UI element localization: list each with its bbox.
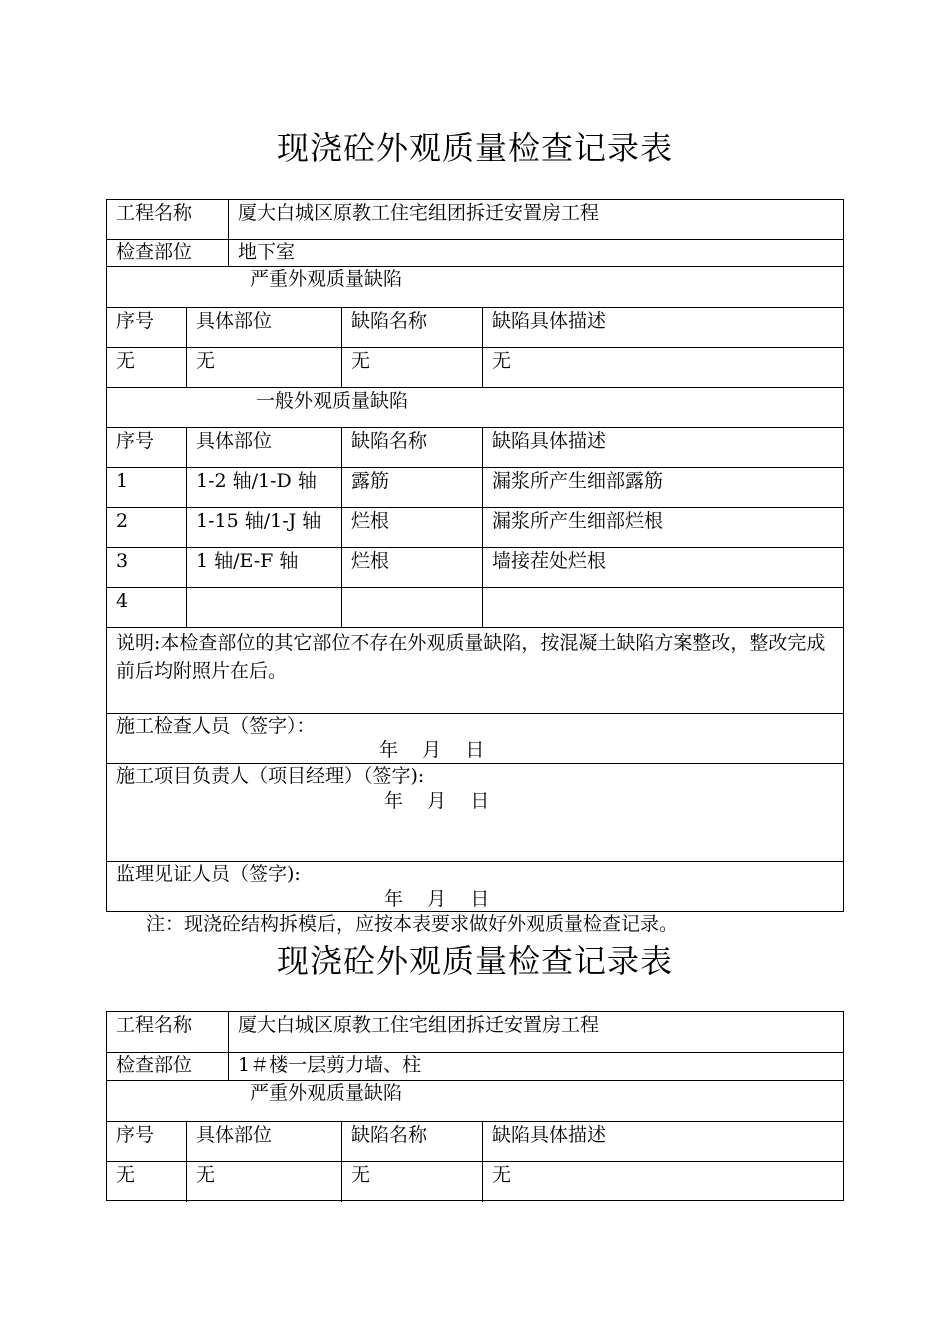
header-location: 具体部位 xyxy=(186,1122,341,1161)
header-description: 缺陷具体描述 xyxy=(482,308,843,347)
cell-location: 无 xyxy=(186,1162,341,1202)
header-location: 具体部位 xyxy=(186,308,341,347)
table-row xyxy=(107,508,843,548)
header-index: 序号 xyxy=(116,430,155,452)
serious-heading: 严重外观质量缺陷 xyxy=(250,1082,403,1104)
cell-index: 3 xyxy=(116,550,129,572)
cell-location: 无 xyxy=(186,348,341,387)
table-row xyxy=(107,468,843,508)
form1-table xyxy=(106,199,844,912)
construction-signature-row xyxy=(107,714,843,764)
table-header-row xyxy=(107,428,843,468)
cell-location: 1-15 轴/1-J 轴 xyxy=(186,508,341,547)
cell-index: 2 xyxy=(116,510,129,532)
header-location: 具体部位 xyxy=(186,428,341,467)
manager-signature-row xyxy=(107,764,843,862)
location-label: 检查部位 xyxy=(116,241,193,263)
cell-defect-name: 无 xyxy=(341,1162,482,1202)
cell-description: 无 xyxy=(482,1162,843,1202)
header-index: 序号 xyxy=(116,1124,155,1146)
location-row xyxy=(107,240,843,267)
construction-signature-date: 年 月 日 xyxy=(379,739,485,761)
note-row xyxy=(107,628,843,714)
cell-description xyxy=(482,588,843,627)
project-label: 工程名称 xyxy=(116,1014,193,1036)
location-row xyxy=(107,1053,843,1081)
cell-description: 漏浆所产生细部烂根 xyxy=(482,508,843,547)
cell-location: 1 轴/E-F 轴 xyxy=(186,548,341,587)
table-row xyxy=(107,548,843,588)
cell-index: 无 xyxy=(116,1164,136,1186)
supervisor-signature-date: 年 月 日 xyxy=(384,888,490,910)
cell-defect-name: 无 xyxy=(341,348,482,387)
cell-defect-name: 露筋 xyxy=(341,468,482,507)
header-defect-name: 缺陷名称 xyxy=(341,428,482,467)
project-label: 工程名称 xyxy=(116,202,193,224)
table-header-row xyxy=(107,308,843,348)
header-index: 序号 xyxy=(116,310,155,332)
form2-table xyxy=(106,1011,844,1201)
supervisor-signature-label: 监理见证人员（签字): xyxy=(116,863,301,885)
header-description: 缺陷具体描述 xyxy=(482,428,843,467)
serious-heading: 严重外观质量缺陷 xyxy=(250,268,403,290)
cell-defect-name: 烂根 xyxy=(341,548,482,587)
cell-index: 无 xyxy=(116,350,136,372)
general-heading: 一般外观质量缺陷 xyxy=(256,390,409,412)
form2-title: 现浇砼外观质量检查记录表 xyxy=(276,942,673,980)
construction-signature-label: 施工检查人员（签字）： xyxy=(116,715,316,737)
serious-heading-row xyxy=(107,267,843,308)
location-value: 1＃楼一层剪力墙、柱 xyxy=(228,1053,843,1080)
supervisor-signature-row xyxy=(107,862,843,913)
manager-signature-label: 施工项目负责人（项目经理）（签字): xyxy=(116,765,425,787)
note-text: 说明:本检查部位的其它部位不存在外观质量缺陷，按混凝土缺陷方案整改，整改完成前后均附照片在后。 xyxy=(116,632,826,682)
cell-description: 无 xyxy=(482,348,843,387)
cell-location xyxy=(186,588,341,627)
table-row xyxy=(107,588,843,628)
table-row xyxy=(107,348,843,388)
serious-heading-row xyxy=(107,1081,843,1122)
header-defect-name: 缺陷名称 xyxy=(341,308,482,347)
general-heading-row xyxy=(107,388,843,428)
cell-defect-name: 烂根 xyxy=(341,508,482,547)
header-description: 缺陷具体描述 xyxy=(482,1122,843,1161)
cell-defect-name xyxy=(341,588,482,627)
header-defect-name: 缺陷名称 xyxy=(341,1122,482,1161)
project-row xyxy=(107,1012,843,1053)
table-header-row xyxy=(107,1122,843,1162)
cell-index: 1 xyxy=(116,470,129,492)
location-label: 检查部位 xyxy=(116,1054,193,1076)
footnote: 注：现浇砼结构拆模后，应按本表要求做好外观质量检查记录。 xyxy=(146,913,679,935)
cell-description: 墙接茬处烂根 xyxy=(482,548,843,587)
cell-location: 1-2 轴/1-D 轴 xyxy=(186,468,341,507)
table-row xyxy=(107,1162,843,1202)
project-value: 厦大白城区原教工住宅组团拆迁安置房工程 xyxy=(228,200,843,239)
cell-index: 4 xyxy=(116,590,129,612)
location-value: 地下室 xyxy=(228,240,843,266)
cell-description: 漏浆所产生细部露筋 xyxy=(482,468,843,507)
manager-signature-date: 年 月 日 xyxy=(384,790,490,812)
project-value: 厦大白城区原教工住宅组团拆迁安置房工程 xyxy=(228,1012,843,1052)
project-row xyxy=(107,200,843,240)
form1-title: 现浇砼外观质量检查记录表 xyxy=(276,129,673,167)
